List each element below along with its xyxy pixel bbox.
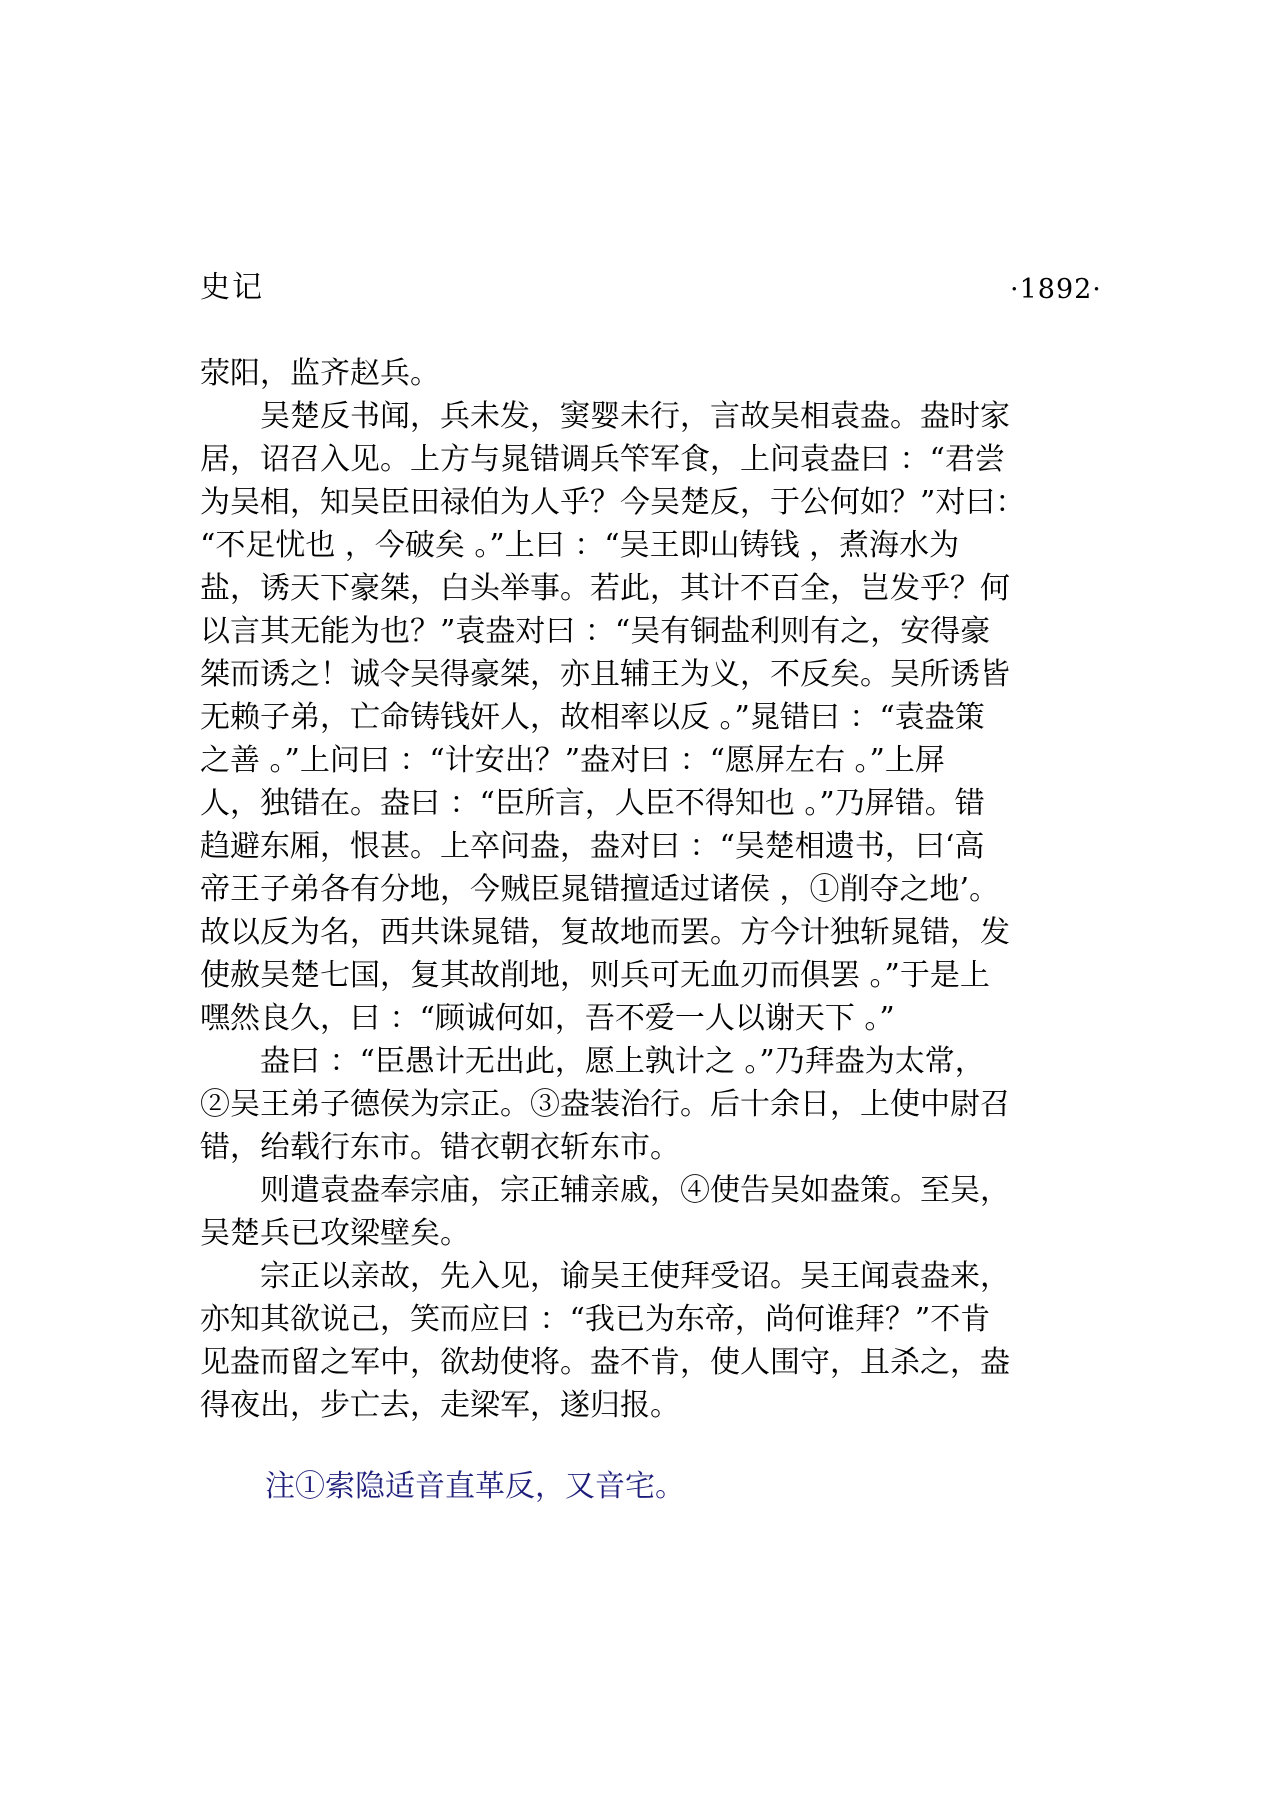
text-line: 错，绐载行东市。错衣朝衣斩东市。	[200, 1130, 680, 1165]
text-line: 宗正以亲故，先入见，谕吴王使拜受诏。吴王闻袁盎来，	[200, 1259, 1010, 1294]
text-line: 以言其无能为也？”袁盎对曰 ：“吴有铜盐利则有之，安得豪	[200, 614, 991, 649]
text-line: 则遣袁盎奉宗庙，宗正辅亲戚，④使告吴如盎策。至吴，	[200, 1173, 1010, 1208]
text-line: ②吴王弟子德侯为宗正。③盎装治行。后十余日，上使中尉召	[200, 1087, 1010, 1122]
text-line: 吴楚反书闻，兵未发，窦婴未行，言故吴相袁盎。盎时家	[200, 399, 1010, 434]
text-line: 帝王子弟各有分地，今贼臣晁错擅适过诸侯 ，①削夺之地’。	[200, 872, 1000, 907]
text-line: 见盎而留之军中，欲劫使将。盎不肯，使人围守，且杀之，盎	[200, 1345, 1010, 1380]
text-line: 桀而诱之！诚令吴得豪桀，亦且辅王为义，不反矣。吴所诱皆	[200, 657, 1010, 692]
text-line: 荥阳，监齐赵兵。	[200, 356, 440, 391]
text-line: 盐，诱天下豪桀，白头举事。若此，其计不百全，岂发乎？何	[200, 571, 1010, 606]
text-line: 居，诏召入见。上方与晁错调兵笇军食，上问袁盎曰 ：“君尝	[200, 442, 1005, 477]
text-line: 盎曰 ：“臣愚计无出此，愿上孰计之 。”乃拜盎为太常，	[200, 1044, 985, 1079]
text-line: 故以反为名，西共诛晁错，复故地而罢。方今计独斩晁错，发	[200, 915, 1010, 950]
text-line: 亦知其欲说己，笑而应曰 ：“我已为东帝，尚何谁拜？”不肯	[200, 1302, 991, 1337]
text-line: 为吴相，知吴臣田禄伯为人乎？今吴楚反，于公何如？”对曰：	[200, 485, 1026, 520]
text-line: 嘿然良久，曰 ：“顾诚何如，吾不爱一人以谢天下 。”	[200, 1001, 895, 1036]
running-header-title: 史记	[200, 270, 264, 305]
body-text	[200, 352, 1100, 1427]
text-line: “不足忧也 ，今破矣 。”上曰 ：“吴王即山铸钱 ，煮海水为	[200, 528, 960, 563]
text-line: 无赖子弟，亡命铸钱奸人，故相率以反 。”晁错曰 ：“袁盎策	[200, 700, 985, 735]
text-line: 得夜出，步亡去，走梁军，遂归报。	[200, 1388, 680, 1423]
text-line: 使赦吴楚七国，复其故削地，则兵可无血刃而俱罢 。”于是上	[200, 958, 990, 993]
text-line: 趋避东厢，恨甚。上卒问盎，盎对曰 ：“吴楚相遗书，曰‘高	[200, 829, 985, 864]
text-line: 人，独错在。盎曰 ：“臣所言，人臣不得知也 。”乃屏错。错	[200, 786, 985, 821]
page-number: ·1892·	[1010, 274, 1102, 305]
text-line: 吴楚兵已攻梁壁矣。	[200, 1216, 470, 1251]
text-line: 之善 。”上问曰 ：“计安出？”盎对曰 ：“愿屏左右 。”上屏	[200, 743, 945, 778]
footnote: 注①索隐适音直革反，又音宅。	[265, 1469, 685, 1504]
